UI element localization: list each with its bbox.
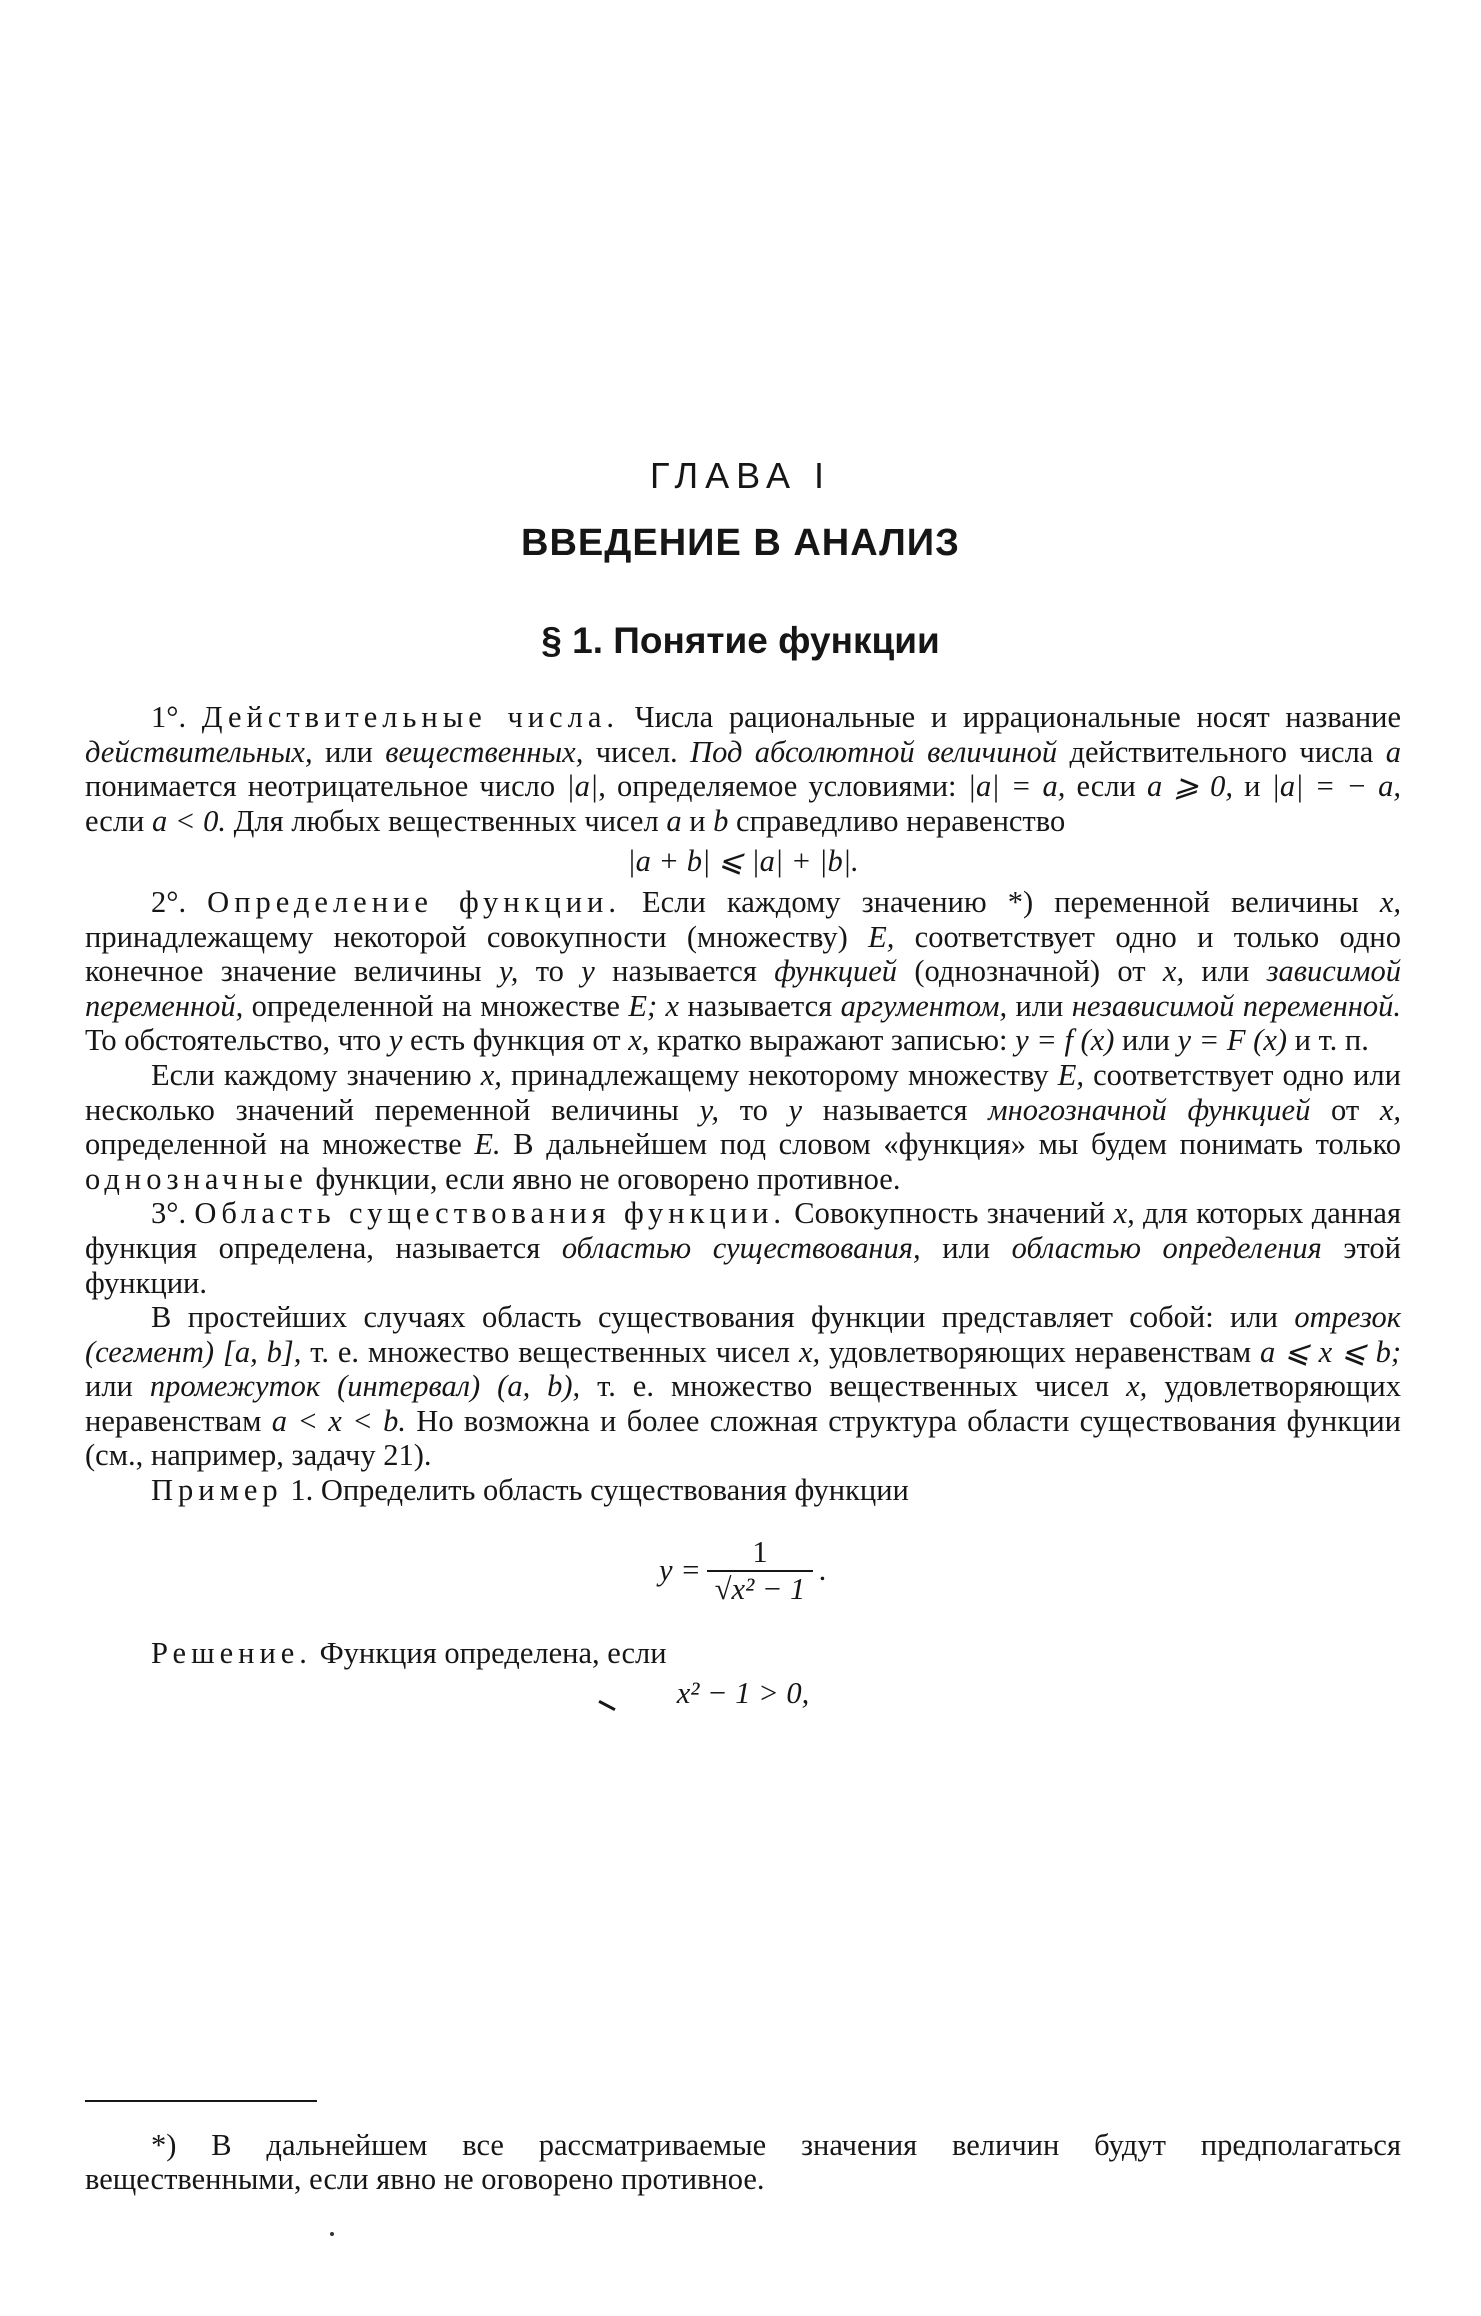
math: E, bbox=[1057, 1057, 1084, 1092]
text: то bbox=[719, 1092, 789, 1127]
text: Если каждому значению *) переменной величины bbox=[620, 884, 1380, 919]
math: x bbox=[665, 988, 680, 1023]
page-body bbox=[85, 700, 1401, 1717]
math: (a, b), bbox=[497, 1369, 581, 1404]
math: x, bbox=[480, 1057, 502, 1092]
text: от bbox=[1310, 1092, 1380, 1127]
math: a bbox=[666, 803, 682, 838]
term: действительных, bbox=[85, 734, 313, 769]
text: функции, если явно не оговорено противное. bbox=[307, 1161, 901, 1196]
math: x, bbox=[1379, 1092, 1401, 1127]
text: удовлетворяющих неравенствам bbox=[85, 1369, 1401, 1438]
text: понимается неотрицательное число bbox=[85, 769, 567, 804]
paragraph-solution bbox=[85, 1636, 1401, 1671]
text: то bbox=[518, 954, 582, 989]
fraction-denominator bbox=[707, 1570, 814, 1607]
text bbox=[657, 989, 665, 1023]
math: y = F (x) bbox=[1177, 1023, 1288, 1058]
text: 1. Определить область существования функции bbox=[282, 1473, 909, 1508]
text: Если каждому значению bbox=[151, 1057, 481, 1092]
formula-triangle-inequality: |a + b| ⩽ |a| + |b|. bbox=[627, 844, 859, 879]
text: или bbox=[1184, 954, 1267, 989]
formula-example-function bbox=[85, 1512, 1401, 1630]
math: x, bbox=[628, 1023, 650, 1058]
math: a bbox=[1385, 734, 1401, 769]
text: или bbox=[1007, 988, 1072, 1023]
text: Числа рациональные и иррациональные носят название bbox=[619, 700, 1401, 734]
math: E; bbox=[628, 988, 658, 1023]
text: , определяемое условиями: bbox=[598, 769, 968, 804]
math: E, bbox=[868, 919, 895, 954]
term: областью существования, bbox=[561, 1230, 921, 1265]
text: называется bbox=[679, 988, 841, 1023]
text: Функция определена, если bbox=[311, 1635, 667, 1670]
text: соответствует одно или несколько значений переменной величины bbox=[85, 1057, 1401, 1127]
text bbox=[214, 1335, 223, 1369]
math: x, bbox=[1379, 884, 1402, 919]
text: В дальнейшем под словом «функция» мы будем понимать только bbox=[500, 1127, 1401, 1162]
math: |a| bbox=[566, 769, 599, 804]
radicand: x² − 1 bbox=[731, 1571, 806, 1606]
section-title: § 1. Понятие функции bbox=[541, 620, 940, 661]
text: т. е. множество вещественных чисел bbox=[301, 1334, 799, 1369]
text: В простейших случаях область существования функции представляет собой: или bbox=[151, 1300, 1295, 1335]
text: т. е. множество вещественных чисел bbox=[580, 1369, 1127, 1404]
item-number: 1°. bbox=[151, 700, 187, 734]
term: отрезок (сегмент) bbox=[85, 1300, 1401, 1369]
text: если bbox=[85, 803, 153, 838]
text: или bbox=[920, 1230, 1012, 1265]
spaced-term: Пример bbox=[151, 1473, 283, 1508]
fraction-numerator: 1 bbox=[752, 1535, 768, 1570]
text: и bbox=[1232, 769, 1272, 804]
paragraph-real-numbers bbox=[85, 700, 1401, 838]
paragraph-example bbox=[85, 1473, 1401, 1508]
math: a < 0. bbox=[152, 803, 226, 838]
math: a ⩽ x ⩽ b; bbox=[1260, 1334, 1401, 1369]
text: То обстоятельство, что bbox=[85, 1023, 389, 1058]
item-number: 3°. bbox=[151, 1196, 187, 1231]
text: Совокупность значений bbox=[786, 1196, 1114, 1231]
math: x, bbox=[1162, 954, 1185, 989]
math: a < x < b. bbox=[271, 1403, 406, 1438]
math: |a| = − a, bbox=[1271, 769, 1401, 804]
formula-condition: x² − 1 > 0, bbox=[676, 1676, 810, 1711]
text bbox=[480, 1369, 497, 1403]
term: функцией bbox=[774, 954, 898, 989]
math: x, bbox=[1126, 1369, 1148, 1404]
text: кратко выражают записью: bbox=[649, 1023, 1016, 1058]
text: справедливо неравенство bbox=[728, 803, 1066, 838]
text: определенной на множестве bbox=[243, 988, 629, 1023]
text: или bbox=[1114, 1023, 1178, 1058]
math: y bbox=[788, 1092, 803, 1127]
item-heading: Действительные числа. bbox=[201, 700, 620, 734]
math: x, bbox=[798, 1334, 821, 1369]
text: или bbox=[85, 1369, 150, 1404]
scan-speck bbox=[330, 2232, 334, 2236]
text: принадлежащему некоторой совокупности (множеству) bbox=[85, 919, 869, 954]
spaced-term: однозначные bbox=[85, 1161, 308, 1196]
text: удовлетворяющих неравенствам bbox=[820, 1334, 1261, 1369]
paragraph-domain bbox=[85, 1196, 1401, 1300]
spaced-term: Решение. bbox=[151, 1635, 312, 1670]
term: многозначной функцией bbox=[988, 1092, 1311, 1127]
term: промежуток (интервал) bbox=[149, 1369, 481, 1404]
text: Для любых вещественных чисел bbox=[225, 803, 667, 838]
text: принадлежащему некоторому множеству bbox=[501, 1057, 1058, 1092]
text: действительного числа bbox=[1057, 734, 1386, 769]
chapter-title: ВВЕДЕНИЕ В АНАЛИЗ bbox=[521, 522, 960, 564]
math: |a| = a, bbox=[967, 769, 1066, 804]
text: называется bbox=[802, 1092, 989, 1127]
math: [a, b], bbox=[222, 1334, 302, 1369]
text: этой функции. bbox=[85, 1230, 1402, 1300]
math: x, bbox=[1113, 1196, 1135, 1231]
math: y = f (x) bbox=[1015, 1023, 1115, 1058]
text: или bbox=[312, 734, 386, 769]
text: (однозначной) от bbox=[897, 954, 1163, 989]
math: a ⩾ 0, bbox=[1147, 769, 1233, 804]
text: и bbox=[681, 803, 714, 838]
term: Под абсолютной величиной bbox=[690, 734, 1058, 769]
term: независимой переменной. bbox=[1071, 988, 1401, 1023]
formula-tail: . bbox=[819, 1553, 827, 1588]
math: y, bbox=[699, 1092, 720, 1127]
term: аргументом, bbox=[840, 988, 1008, 1023]
term: зависимой переменной, bbox=[85, 954, 1401, 1023]
footnote-rule bbox=[85, 2100, 317, 2102]
paragraph-function-definition bbox=[85, 885, 1401, 1058]
fraction bbox=[707, 1535, 814, 1606]
math: y, bbox=[498, 954, 519, 989]
item-heading: Определение функции. bbox=[207, 884, 621, 919]
text: чисел. bbox=[583, 734, 691, 769]
item-heading: Область существования функции. bbox=[194, 1196, 786, 1231]
text: Но возможна и более сложная структура области существования функции (см., например, задачу 21). bbox=[85, 1403, 1401, 1473]
text: соответствует одно и только одно конечное значение величины bbox=[85, 919, 1401, 989]
text: для которых данная функция определена, называется bbox=[85, 1196, 1401, 1265]
math: E. bbox=[474, 1127, 501, 1162]
math: b bbox=[713, 803, 729, 838]
text: называется bbox=[594, 954, 775, 989]
chapter-label: ГЛАВА I bbox=[650, 455, 831, 496]
paragraph-segment-interval bbox=[85, 1300, 1401, 1473]
item-number: 2°. bbox=[151, 884, 187, 919]
text: если bbox=[1065, 769, 1148, 804]
term: областью определения bbox=[1011, 1230, 1322, 1265]
math: y bbox=[388, 1023, 403, 1058]
footnote: *) В дальнейшем все рассматриваемые значения величин будут предполагаться вещественными, если явно не оговорено противное. bbox=[85, 2128, 1401, 2196]
text: определенной на множестве bbox=[85, 1127, 475, 1162]
formula-lhs: y = bbox=[659, 1553, 701, 1588]
sqrt-sign: √ bbox=[714, 1571, 732, 1606]
paragraph-multivalued-function bbox=[85, 1058, 1401, 1196]
term: вещественных, bbox=[385, 734, 584, 769]
math: y bbox=[581, 954, 595, 989]
text: есть функция от bbox=[402, 1023, 629, 1058]
text: и т. п. bbox=[1287, 1023, 1369, 1058]
